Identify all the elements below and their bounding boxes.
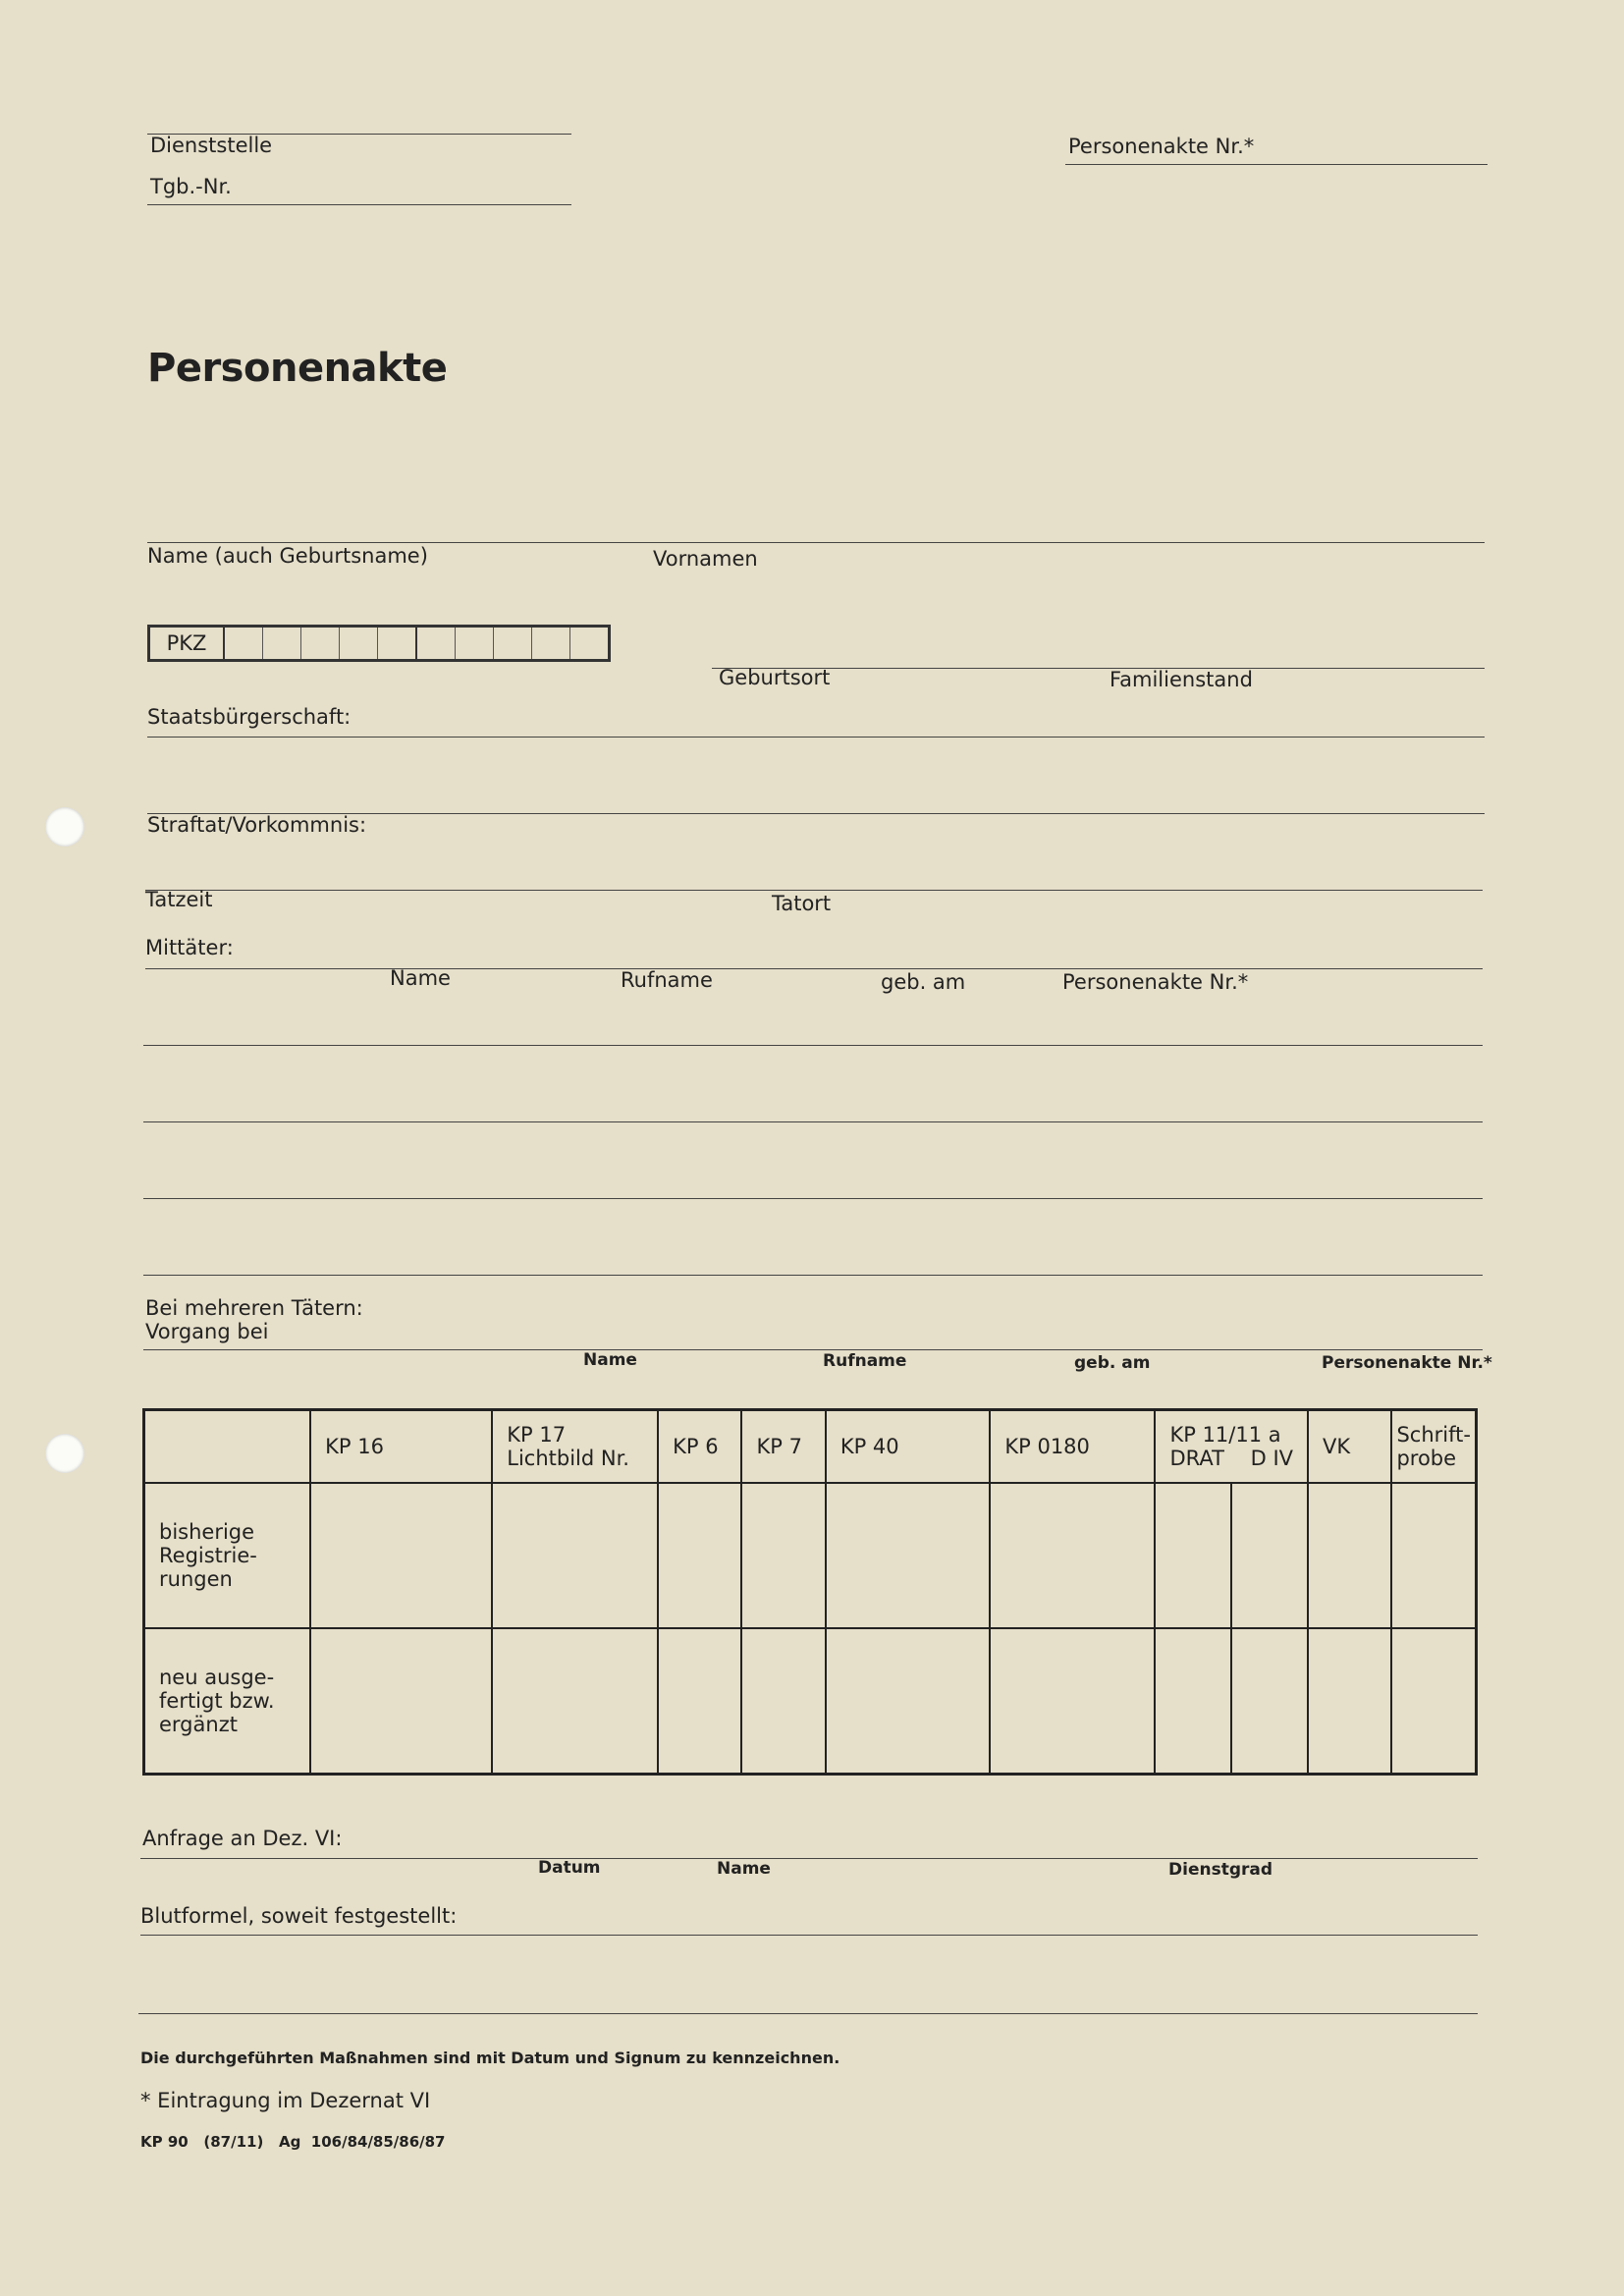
anfrage-line[interactable] [140,1858,1478,1859]
registry-col-kp0180: KP 0180 [990,1410,1155,1483]
registry-cell[interactable] [310,1483,492,1628]
pkz-cell[interactable] [301,628,340,659]
registry-table [142,1408,1478,1776]
registry-cell[interactable] [826,1628,991,1774]
registry-corner-cell [144,1410,311,1483]
mittaeter-label: Mittäter: [145,936,234,959]
registry-cell[interactable] [492,1628,658,1774]
mittaeter-entry-line[interactable] [143,1275,1483,1276]
registry-cell[interactable] [826,1483,991,1628]
registry-cell[interactable] [658,1628,741,1774]
registry-cell[interactable] [1308,1628,1391,1774]
blutformel-line-2[interactable] [138,2013,1478,2014]
registry-col-kp6: KP 6 [658,1410,741,1483]
registry-row-neu [144,1628,1477,1774]
registry-row-bisherige [144,1483,1477,1628]
registry-cell[interactable] [1391,1483,1476,1628]
vorgang-col-geb-am: geb. am [1074,1353,1151,1373]
registry-col-kp7: KP 7 [741,1410,825,1483]
anfrage-col-dienstgrad: Dienstgrad [1168,1860,1273,1880]
punch-hole-bottom [45,1434,84,1473]
mittaeter-line[interactable] [145,968,1483,969]
mittaeter-entry-line[interactable] [143,1198,1483,1199]
registry-cell[interactable] [492,1483,658,1628]
registry-col-kp17: KP 17 Lichtbild Nr. [492,1410,658,1483]
form-code: KP 90 (87/11) Ag 106/84/85/86/87 [140,2133,446,2151]
geburtsort-label: Geburtsort [719,666,831,689]
anfrage-col-name: Name [717,1859,771,1879]
staatsbuergerschaft-line[interactable] [147,737,1485,738]
mittaeter-col-personenakte-nr: Personenakte Nr.* [1062,970,1249,994]
footer-note: Die durchgeführten Maßnahmen sind mit Datum und Signum zu kennzeichnen. [140,2049,840,2067]
registry-col-schriftprobe: Schrift- probe [1391,1410,1476,1483]
vorgang-bei-label: Vorgang bei [145,1320,269,1343]
vorgang-col-personenakte-nr: Personenakte Nr.* [1322,1353,1492,1373]
registry-cell[interactable] [310,1628,492,1774]
mittaeter-col-geb-am: geb. am [881,970,966,994]
registry-header-row [144,1410,1477,1483]
registry-cell[interactable] [741,1483,825,1628]
registry-cell[interactable] [990,1628,1155,1774]
registry-row-label: bisherige Registrie- rungen [144,1483,311,1628]
registry-cell[interactable] [1231,1483,1308,1628]
mittaeter-col-rufname: Rufname [621,968,713,992]
personenakte-nr-label: Personenakte Nr.* [1068,135,1255,158]
anfrage-label: Anfrage an Dez. VI: [142,1827,343,1850]
tatzeit-label: Tatzeit [145,888,213,911]
vorgang-col-rufname: Rufname [823,1351,907,1371]
anfrage-col-datum: Datum [538,1858,601,1878]
straftat-label: Straftat/Vorkommnis: [147,813,367,837]
mittaeter-entry-line[interactable] [143,1121,1483,1122]
registry-cell[interactable] [990,1483,1155,1628]
pkz-cell[interactable] [494,628,532,659]
footer-asterisk-note: * Eintragung im Dezernat VI [140,2089,431,2112]
blutformel-line[interactable] [140,1935,1478,1936]
pkz-cell[interactable] [570,628,608,659]
pkz-label: PKZ [150,628,225,659]
mittaeter-entry-line[interactable] [143,1045,1483,1046]
vorgang-col-name: Name [583,1350,637,1370]
registry-cell[interactable] [1308,1483,1391,1628]
pkz-cell[interactable] [225,628,263,659]
registry-col-vk: VK [1308,1410,1391,1483]
pkz-cell[interactable] [417,628,456,659]
registry-cell[interactable] [1155,1483,1231,1628]
pkz-cell[interactable] [340,628,378,659]
vorgang-bei-line[interactable] [143,1349,1483,1350]
pkz-cell[interactable] [456,628,494,659]
personenakte-nr-line[interactable] [1065,164,1488,165]
blutformel-label: Blutformel, soweit festgestellt: [140,1904,458,1928]
registry-col-kp11: KP 11/11 a DRAT D IV [1155,1410,1308,1483]
straftat-line-bottom[interactable] [145,890,1483,891]
registry-cell[interactable] [1231,1628,1308,1774]
staatsbuergerschaft-label: Staatsbürgerschaft: [147,705,352,729]
pkz-boxes[interactable] [147,625,611,662]
registry-cell[interactable] [658,1483,741,1628]
registry-cell[interactable] [1155,1628,1231,1774]
tgb-nr-label: Tgb.-Nr. [150,175,232,198]
punch-hole-top [45,807,84,847]
vornamen-label: Vornamen [653,547,758,571]
tgb-nr-line[interactable] [147,204,571,205]
mehrere-taeter-label: Bei mehreren Tätern: [145,1296,363,1320]
tatort-label: Tatort [772,892,832,915]
pkz-cell[interactable] [263,628,301,659]
name-line[interactable] [147,542,1485,543]
familienstand-label: Familienstand [1110,668,1253,691]
registry-col-kp16: KP 16 [310,1410,492,1483]
registry-row-label: neu ausge- fertigt bzw. ergänzt [144,1628,311,1774]
registry-col-kp40: KP 40 [826,1410,991,1483]
registry-cell[interactable] [1391,1628,1476,1774]
dienststelle-label: Dienststelle [150,134,273,157]
page-title: Personenakte [147,346,448,391]
pkz-cell[interactable] [378,628,417,659]
name-label: Name (auch Geburtsname) [147,544,428,568]
mittaeter-col-name: Name [390,966,451,990]
registry-cell[interactable] [741,1628,825,1774]
pkz-cell[interactable] [532,628,570,659]
